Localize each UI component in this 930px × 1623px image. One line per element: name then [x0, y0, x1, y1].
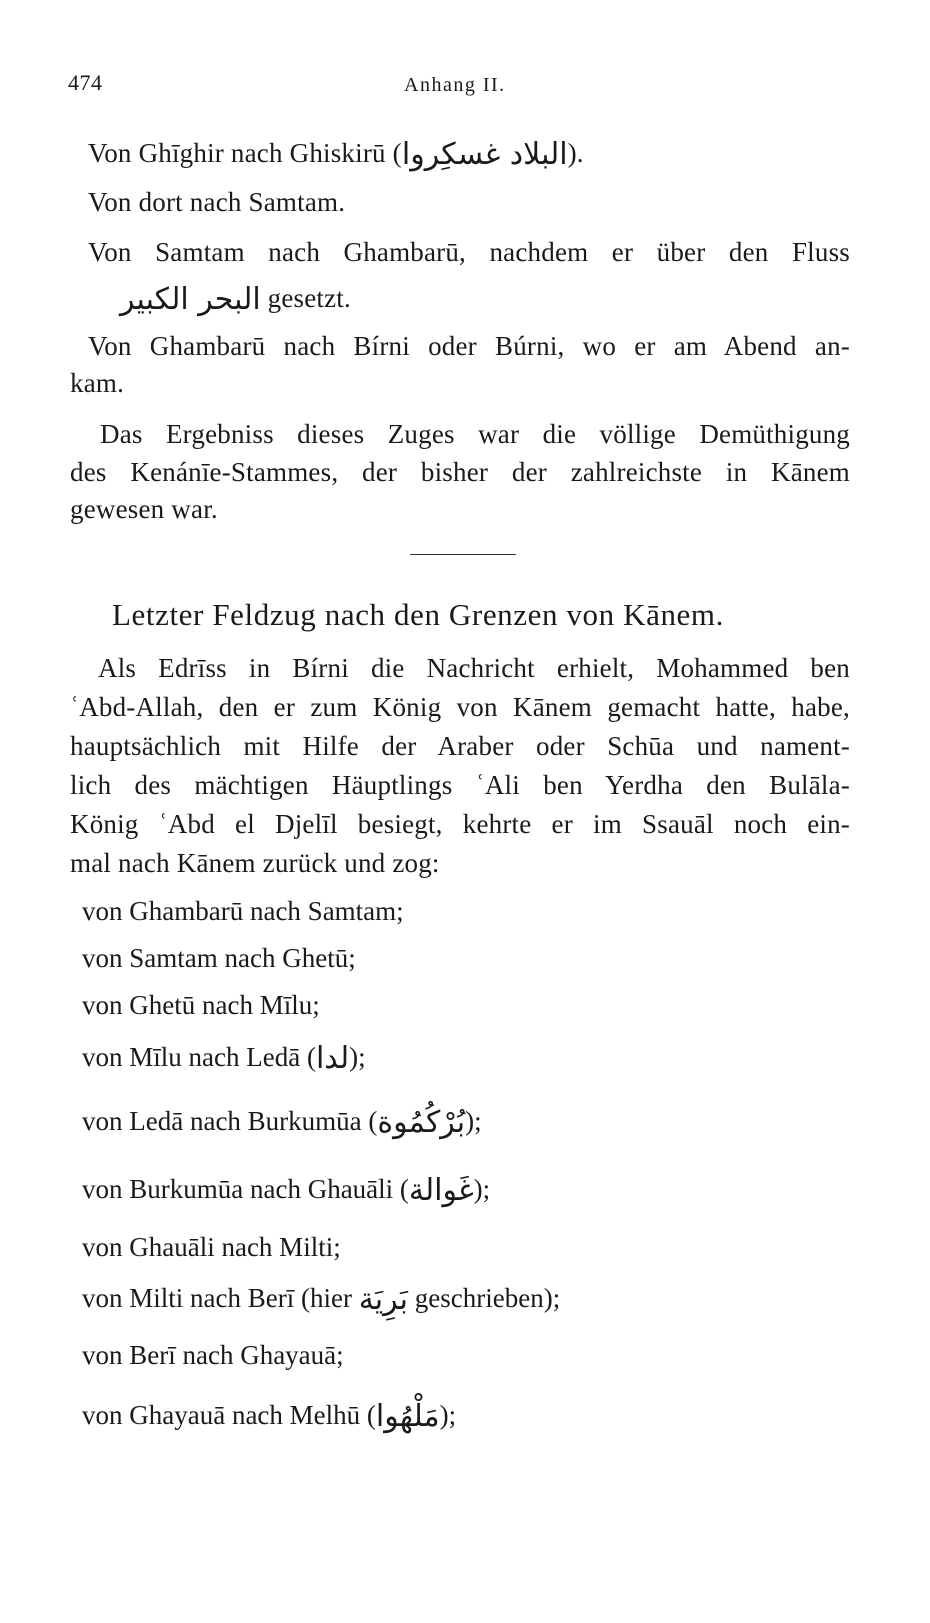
- text-line: Von Ghīghir nach Ghiskirū (البلاد غسكِروا).: [88, 137, 584, 172]
- arabic-text: غَوالة: [408, 1173, 474, 1208]
- arabic-text: البحر الكبير: [120, 282, 261, 317]
- paragraph-line: hauptsächlich mit Hilfe der Araber oder Schūa und nament-: [70, 731, 850, 761]
- route-item: von Ledā nach Burkumūa (بُرْكُمُوة);: [82, 1105, 482, 1140]
- paragraph-line: des Kenánīe-Stammes, der bisher der zahlreichste in Kānem: [70, 457, 850, 487]
- page-number: 474: [68, 70, 103, 95]
- route-item: von Ghambarū nach Samtam;: [82, 896, 404, 926]
- running-head: Anhang II.: [404, 74, 506, 96]
- arabic-text: بُرْكُمُوة: [377, 1105, 466, 1140]
- arabic-text: مَلْهُوا: [375, 1399, 440, 1434]
- arabic-text: البلاد غسكِروا: [401, 137, 568, 172]
- text-line: البحر الكبير gesetzt.: [120, 282, 351, 317]
- route-item: von Samtam nach Ghetū;: [82, 943, 356, 973]
- page-header: [68, 70, 868, 106]
- arabic-text: لدا: [315, 1041, 350, 1076]
- paragraph-line: Das Ergebniss dieses Zuges war die völlige Demüthigung: [100, 419, 850, 449]
- arabic-text: بَرِيَة: [358, 1282, 409, 1317]
- text-line: Von dort nach Samtam.: [88, 187, 346, 217]
- paragraph-line: mal nach Kānem zurück und zog:: [70, 848, 440, 878]
- route-item: von Mīlu nach Ledā (لدا);: [82, 1041, 366, 1076]
- section-title: Letzter Feldzug nach den Grenzen von Kānem.: [112, 597, 724, 632]
- text-line: Von Samtam nach Ghambarū, nachdem er über den Fluss: [88, 237, 850, 267]
- paragraph-line: lich des mächtigen Häuptlings ʿAli ben Yerdha den Bulāla-: [70, 770, 850, 800]
- route-item: von Burkumūa nach Ghauāli (غَوالة);: [82, 1173, 491, 1208]
- route-item: von Milti nach Berī (hier بَرِيَة geschrieben);: [82, 1282, 561, 1317]
- section-divider: [410, 554, 516, 555]
- route-item: von Berī nach Ghayauā;: [82, 1340, 344, 1370]
- route-item: von Ghayauā nach Melhū (مَلْهُوا);: [82, 1399, 457, 1434]
- paragraph-line: ʿAbd-Allah, den er zum König von Kānem gemacht hatte, habe,: [70, 692, 850, 722]
- paragraph-line: König ʿAbd el Djelīl besiegt, kehrte er im Ssauāl noch ein-: [70, 809, 850, 839]
- text-line: kam.: [70, 368, 125, 398]
- route-item: von Ghetū nach Mīlu;: [82, 990, 320, 1020]
- paragraph-line: gewesen war.: [70, 494, 218, 524]
- paragraph-line: Als Edrīss in Bírni die Nachricht erhielt, Mohammed ben: [98, 653, 850, 683]
- route-item: von Ghauāli nach Milti;: [82, 1232, 341, 1262]
- text-line: Von Ghambarū nach Bírni oder Búrni, wo er am Abend an-: [88, 331, 850, 361]
